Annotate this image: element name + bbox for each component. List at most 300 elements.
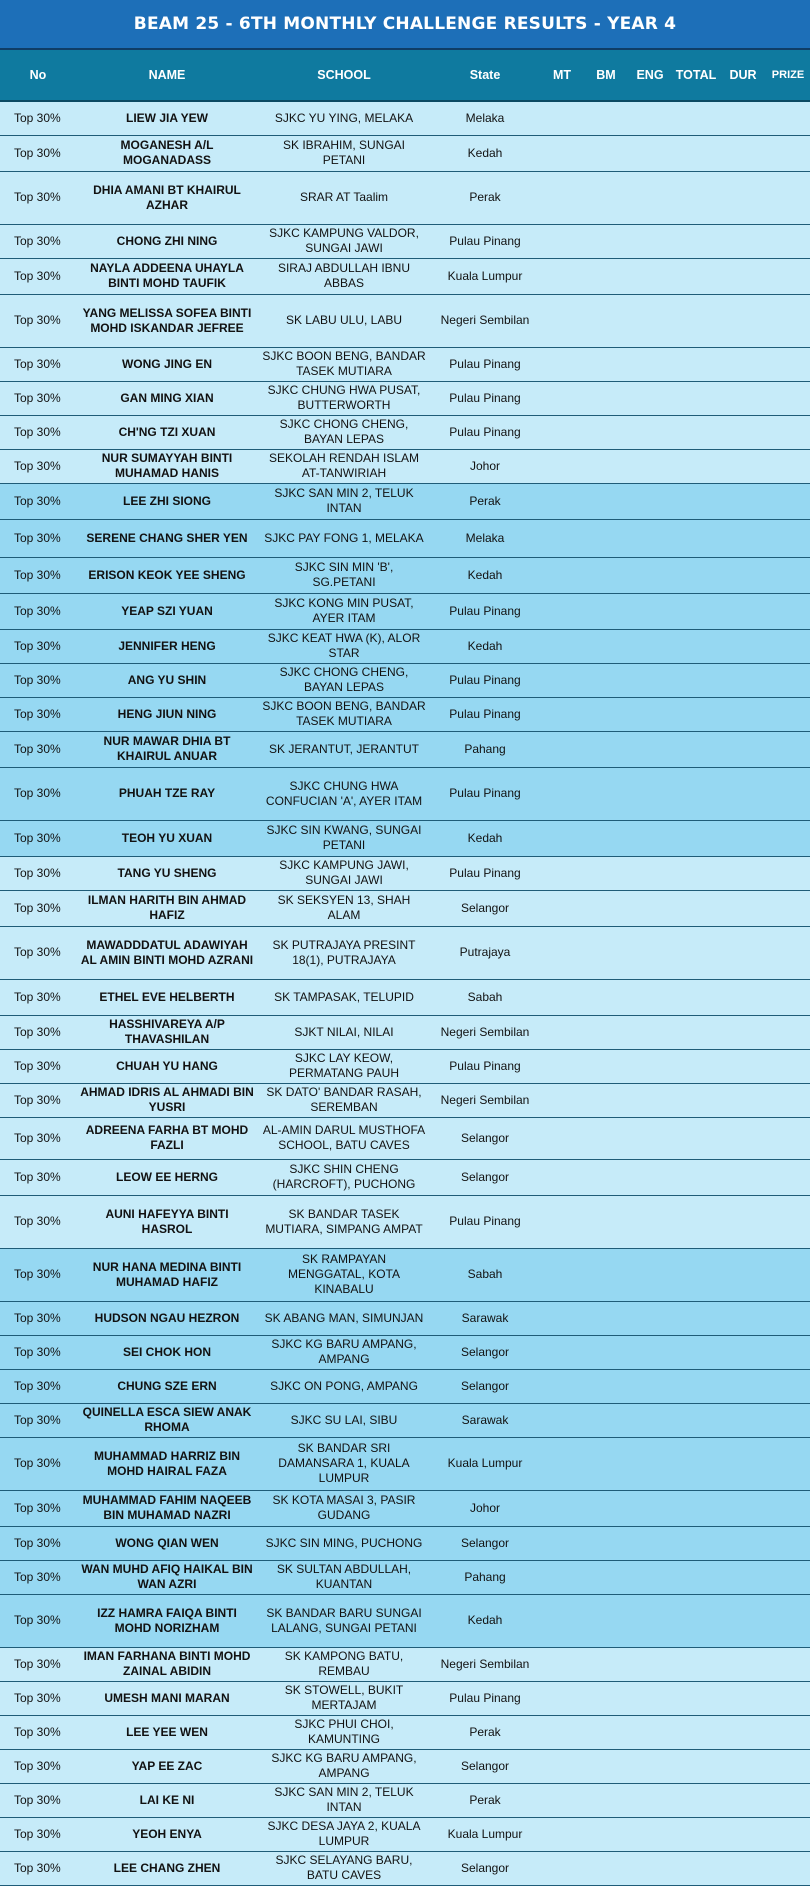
row-dur xyxy=(720,1490,766,1526)
row-eng xyxy=(628,629,672,663)
row-rank: Top 30% xyxy=(0,1526,76,1560)
row-rank: Top 30% xyxy=(0,820,76,856)
table-row xyxy=(0,890,810,926)
table-row xyxy=(0,381,810,415)
row-total xyxy=(672,1195,720,1248)
row-eng xyxy=(628,1560,672,1594)
row-mt xyxy=(540,483,584,519)
row-school: SJKC SELAYANG BARU, BATU CAVES xyxy=(258,1851,430,1885)
row-dur xyxy=(720,294,766,347)
row-bm xyxy=(584,347,628,381)
row-mt xyxy=(540,890,584,926)
row-eng xyxy=(628,1783,672,1817)
row-school: SJKC KONG MIN PUSAT, AYER ITAM xyxy=(258,593,430,629)
row-bm xyxy=(584,1749,628,1783)
row-name: UMESH MANI MARAN xyxy=(76,1681,258,1715)
row-prize xyxy=(766,294,810,347)
table-row xyxy=(0,1015,810,1049)
row-rank: Top 30% xyxy=(0,1369,76,1403)
row-total xyxy=(672,1049,720,1083)
row-total xyxy=(672,1490,720,1526)
row-state: Pulau Pinang xyxy=(430,767,540,820)
row-total xyxy=(672,557,720,593)
row-name: ADREENA FARHA BT MOHD FAZLI xyxy=(76,1117,258,1159)
row-name: NUR HANA MEDINA BINTI MUHAMAD HAFIZ xyxy=(76,1248,258,1301)
row-prize xyxy=(766,926,810,979)
row-dur xyxy=(720,926,766,979)
row-mt xyxy=(540,1715,584,1749)
row-state: Kedah xyxy=(430,629,540,663)
row-eng xyxy=(628,1749,672,1783)
row-total xyxy=(672,258,720,294)
row-total xyxy=(672,1159,720,1195)
row-dur xyxy=(720,1117,766,1159)
row-mt xyxy=(540,519,584,557)
row-rank: Top 30% xyxy=(0,224,76,258)
row-eng xyxy=(628,1049,672,1083)
row-eng xyxy=(628,1301,672,1335)
row-dur xyxy=(720,347,766,381)
row-school: SJKC SAN MIN 2, TELUK INTAN xyxy=(258,1783,430,1817)
row-rank: Top 30% xyxy=(0,1681,76,1715)
row-mt xyxy=(540,820,584,856)
row-eng xyxy=(628,449,672,483)
row-state: Perak xyxy=(430,1715,540,1749)
table-row xyxy=(0,1335,810,1369)
table-row xyxy=(0,1851,810,1885)
row-bm xyxy=(584,1049,628,1083)
row-name: CH'NG TZI XUAN xyxy=(76,415,258,449)
row-eng xyxy=(628,926,672,979)
table-row xyxy=(0,1159,810,1195)
row-name: JENNIFER HENG xyxy=(76,629,258,663)
row-total xyxy=(672,1301,720,1335)
row-dur xyxy=(720,1594,766,1647)
row-prize xyxy=(766,856,810,890)
row-school: SIRAJ ABDULLAH IBNU ABBAS xyxy=(258,258,430,294)
row-rank: Top 30% xyxy=(0,1015,76,1049)
row-total xyxy=(672,224,720,258)
table-row xyxy=(0,1681,810,1715)
row-school: SJKC SHIN CHENG (HARCROFT), PUCHONG xyxy=(258,1159,430,1195)
row-school: SJKC SIN MIN 'B', SG.PETANI xyxy=(258,557,430,593)
row-school: SJKC SAN MIN 2, TELUK INTAN xyxy=(258,483,430,519)
row-prize xyxy=(766,224,810,258)
row-dur xyxy=(720,135,766,171)
row-prize xyxy=(766,767,810,820)
row-prize xyxy=(766,171,810,224)
row-bm xyxy=(584,1403,628,1437)
row-bm xyxy=(584,1248,628,1301)
column-header-dur: DUR xyxy=(720,50,766,101)
table-row xyxy=(0,1490,810,1526)
column-header-state: State xyxy=(430,50,540,101)
row-bm xyxy=(584,557,628,593)
row-state: Kuala Lumpur xyxy=(430,1817,540,1851)
row-prize xyxy=(766,1437,810,1490)
row-school: SK SULTAN ABDULLAH, KUANTAN xyxy=(258,1560,430,1594)
row-name: MAWADDDATUL ADAWIYAH AL AMIN BINTI MOHD AZRANI xyxy=(76,926,258,979)
row-mt xyxy=(540,557,584,593)
row-school: SK JERANTUT, JERANTUT xyxy=(258,731,430,767)
row-bm xyxy=(584,1817,628,1851)
row-prize xyxy=(766,1851,810,1885)
row-prize xyxy=(766,663,810,697)
row-mt xyxy=(540,1015,584,1049)
row-mt xyxy=(540,1159,584,1195)
row-prize xyxy=(766,1594,810,1647)
row-total xyxy=(672,1715,720,1749)
row-state: Kedah xyxy=(430,557,540,593)
row-name: TANG YU SHENG xyxy=(76,856,258,890)
row-name: YAP EE ZAC xyxy=(76,1749,258,1783)
row-name: SERENE CHANG SHER YEN xyxy=(76,519,258,557)
table-row xyxy=(0,629,810,663)
row-dur xyxy=(720,1437,766,1490)
row-total xyxy=(672,820,720,856)
row-bm xyxy=(584,1783,628,1817)
table-row xyxy=(0,294,810,347)
row-eng xyxy=(628,890,672,926)
row-state: Pahang xyxy=(430,731,540,767)
table-row xyxy=(0,449,810,483)
row-bm xyxy=(584,1015,628,1049)
table-row xyxy=(0,557,810,593)
table-body xyxy=(0,101,810,1885)
row-total xyxy=(672,415,720,449)
row-total xyxy=(672,171,720,224)
row-prize xyxy=(766,731,810,767)
row-dur xyxy=(720,731,766,767)
row-eng xyxy=(628,1369,672,1403)
row-bm xyxy=(584,1159,628,1195)
row-prize xyxy=(766,1715,810,1749)
row-prize xyxy=(766,1159,810,1195)
row-rank: Top 30% xyxy=(0,519,76,557)
table-row xyxy=(0,1301,810,1335)
row-total xyxy=(672,1783,720,1817)
column-header-prize: PRIZE xyxy=(766,50,810,101)
row-bm xyxy=(584,1647,628,1681)
row-bm xyxy=(584,171,628,224)
row-bm xyxy=(584,890,628,926)
row-eng xyxy=(628,1403,672,1437)
row-school: SK BANDAR SRI DAMANSARA 1, KUALA LUMPUR xyxy=(258,1437,430,1490)
row-eng xyxy=(628,224,672,258)
table-row xyxy=(0,1749,810,1783)
row-rank: Top 30% xyxy=(0,483,76,519)
table-row xyxy=(0,1195,810,1248)
row-total xyxy=(672,101,720,135)
row-state: Johor xyxy=(430,1490,540,1526)
table-row xyxy=(0,663,810,697)
row-school: SK LABU ULU, LABU xyxy=(258,294,430,347)
row-state: Kuala Lumpur xyxy=(430,258,540,294)
table-row xyxy=(0,731,810,767)
row-name: YEAP SZI YUAN xyxy=(76,593,258,629)
row-state: Selangor xyxy=(430,1369,540,1403)
row-name: ERISON KEOK YEE SHENG xyxy=(76,557,258,593)
row-eng xyxy=(628,294,672,347)
row-state: Perak xyxy=(430,483,540,519)
table-row xyxy=(0,1437,810,1490)
row-prize xyxy=(766,1117,810,1159)
row-state: Negeri Sembilan xyxy=(430,1015,540,1049)
row-rank: Top 30% xyxy=(0,926,76,979)
table-row xyxy=(0,347,810,381)
row-state: Kedah xyxy=(430,820,540,856)
row-state: Pulau Pinang xyxy=(430,415,540,449)
row-dur xyxy=(720,1403,766,1437)
row-total xyxy=(672,1403,720,1437)
row-rank: Top 30% xyxy=(0,856,76,890)
row-eng xyxy=(628,1015,672,1049)
row-eng xyxy=(628,557,672,593)
table-row xyxy=(0,1083,810,1117)
row-dur xyxy=(720,1681,766,1715)
row-dur xyxy=(720,1015,766,1049)
row-state: Pulau Pinang xyxy=(430,1049,540,1083)
row-eng xyxy=(628,979,672,1015)
table-row xyxy=(0,135,810,171)
row-name: CHONG ZHI NING xyxy=(76,224,258,258)
row-eng xyxy=(628,663,672,697)
row-name: AHMAD IDRIS AL AHMADI BIN YUSRI xyxy=(76,1083,258,1117)
row-prize xyxy=(766,629,810,663)
row-dur xyxy=(720,1560,766,1594)
row-total xyxy=(672,1083,720,1117)
row-school: SJKC BOON BENG, BANDAR TASEK MUTIARA xyxy=(258,347,430,381)
row-total xyxy=(672,1526,720,1560)
row-bm xyxy=(584,449,628,483)
row-eng xyxy=(628,593,672,629)
row-dur xyxy=(720,483,766,519)
row-name: WONG QIAN WEN xyxy=(76,1526,258,1560)
row-name: LEE YEE WEN xyxy=(76,1715,258,1749)
row-rank: Top 30% xyxy=(0,629,76,663)
row-eng xyxy=(628,171,672,224)
row-eng xyxy=(628,1248,672,1301)
row-rank: Top 30% xyxy=(0,1335,76,1369)
row-rank: Top 30% xyxy=(0,1117,76,1159)
row-dur xyxy=(720,1647,766,1681)
row-school: SJKC CHONG CHENG, BAYAN LEPAS xyxy=(258,663,430,697)
row-state: Negeri Sembilan xyxy=(430,294,540,347)
row-total xyxy=(672,663,720,697)
row-rank: Top 30% xyxy=(0,697,76,731)
row-state: Pulau Pinang xyxy=(430,347,540,381)
row-bm xyxy=(584,1437,628,1490)
column-header-no: No xyxy=(0,50,76,101)
row-bm xyxy=(584,697,628,731)
row-state: Perak xyxy=(430,1783,540,1817)
table-row xyxy=(0,1783,810,1817)
row-bm xyxy=(584,519,628,557)
row-state: Pulau Pinang xyxy=(430,1681,540,1715)
row-eng xyxy=(628,1817,672,1851)
row-dur xyxy=(720,1335,766,1369)
row-rank: Top 30% xyxy=(0,171,76,224)
row-prize xyxy=(766,1049,810,1083)
row-bm xyxy=(584,294,628,347)
row-state: Melaka xyxy=(430,101,540,135)
row-school: SJKC KAMPUNG VALDOR, SUNGAI JAWI xyxy=(258,224,430,258)
row-state: Kedah xyxy=(430,1594,540,1647)
row-school: SK STOWELL, BUKIT MERTAJAM xyxy=(258,1681,430,1715)
table-row xyxy=(0,1403,810,1437)
row-bm xyxy=(584,258,628,294)
row-bm xyxy=(584,629,628,663)
table-row xyxy=(0,519,810,557)
row-state: Perak xyxy=(430,171,540,224)
row-rank: Top 30% xyxy=(0,135,76,171)
row-rank: Top 30% xyxy=(0,1301,76,1335)
row-dur xyxy=(720,767,766,820)
row-eng xyxy=(628,519,672,557)
row-eng xyxy=(628,1335,672,1369)
row-total xyxy=(672,1681,720,1715)
row-state: Pulau Pinang xyxy=(430,856,540,890)
row-dur xyxy=(720,1248,766,1301)
row-bm xyxy=(584,663,628,697)
row-rank: Top 30% xyxy=(0,663,76,697)
row-school: SK RAMPAYAN MENGGATAL, KOTA KINABALU xyxy=(258,1248,430,1301)
table-row xyxy=(0,483,810,519)
row-prize xyxy=(766,381,810,415)
row-bm xyxy=(584,926,628,979)
row-prize xyxy=(766,449,810,483)
row-name: AUNI HAFEYYA BINTI HASROL xyxy=(76,1195,258,1248)
row-school: SJKC DESA JAYA 2, KUALA LUMPUR xyxy=(258,1817,430,1851)
row-rank: Top 30% xyxy=(0,890,76,926)
row-dur xyxy=(720,224,766,258)
row-dur xyxy=(720,1749,766,1783)
row-name: NUR MAWAR DHIA BT KHAIRUL ANUAR xyxy=(76,731,258,767)
row-dur xyxy=(720,1083,766,1117)
row-prize xyxy=(766,1248,810,1301)
row-total xyxy=(672,1594,720,1647)
row-school: SJKC BOON BENG, BANDAR TASEK MUTIARA xyxy=(258,697,430,731)
row-rank: Top 30% xyxy=(0,1783,76,1817)
row-eng xyxy=(628,1647,672,1681)
table-row xyxy=(0,1817,810,1851)
row-rank: Top 30% xyxy=(0,1437,76,1490)
row-eng xyxy=(628,820,672,856)
row-prize xyxy=(766,1526,810,1560)
row-total xyxy=(672,135,720,171)
row-school: SJKC SIN KWANG, SUNGAI PETANI xyxy=(258,820,430,856)
row-rank: Top 30% xyxy=(0,1594,76,1647)
row-name: LEOW EE HERNG xyxy=(76,1159,258,1195)
table-row xyxy=(0,1117,810,1159)
row-name: HENG JIUN NING xyxy=(76,697,258,731)
table-row xyxy=(0,1715,810,1749)
row-prize xyxy=(766,557,810,593)
row-bm xyxy=(584,731,628,767)
row-state: Sabah xyxy=(430,979,540,1015)
row-eng xyxy=(628,1117,672,1159)
row-rank: Top 30% xyxy=(0,1715,76,1749)
column-header-eng: ENG xyxy=(628,50,672,101)
row-school: SJKC ON PONG, AMPANG xyxy=(258,1369,430,1403)
row-school: SJKC PHUI CHOI, KAMUNTING xyxy=(258,1715,430,1749)
row-mt xyxy=(540,224,584,258)
row-state: Pulau Pinang xyxy=(430,663,540,697)
row-total xyxy=(672,767,720,820)
row-bm xyxy=(584,1195,628,1248)
row-dur xyxy=(720,820,766,856)
row-prize xyxy=(766,101,810,135)
row-eng xyxy=(628,101,672,135)
row-mt xyxy=(540,731,584,767)
row-total xyxy=(672,890,720,926)
row-school: SK ABANG MAN, SIMUNJAN xyxy=(258,1301,430,1335)
row-bm xyxy=(584,1335,628,1369)
row-mt xyxy=(540,1248,584,1301)
table-row xyxy=(0,1647,810,1681)
row-name: GAN MING XIAN xyxy=(76,381,258,415)
row-prize xyxy=(766,1015,810,1049)
row-dur xyxy=(720,1715,766,1749)
row-prize xyxy=(766,1195,810,1248)
row-eng xyxy=(628,1681,672,1715)
row-dur xyxy=(720,258,766,294)
row-mt xyxy=(540,1817,584,1851)
row-state: Pulau Pinang xyxy=(430,1195,540,1248)
row-prize xyxy=(766,1335,810,1369)
row-state: Melaka xyxy=(430,519,540,557)
row-name: LAI KE NI xyxy=(76,1783,258,1817)
row-rank: Top 30% xyxy=(0,1560,76,1594)
row-prize xyxy=(766,258,810,294)
row-school: SK DATO' BANDAR RASAH, SEREMBAN xyxy=(258,1083,430,1117)
row-eng xyxy=(628,1437,672,1490)
row-total xyxy=(672,1117,720,1159)
row-state: Pahang xyxy=(430,1560,540,1594)
row-eng xyxy=(628,1083,672,1117)
row-mt xyxy=(540,347,584,381)
row-dur xyxy=(720,1159,766,1195)
row-school: SK IBRAHIM, SUNGAI PETANI xyxy=(258,135,430,171)
row-state: Negeri Sembilan xyxy=(430,1647,540,1681)
row-school: SJKC KG BARU AMPANG, AMPANG xyxy=(258,1335,430,1369)
row-name: MUHAMMAD FAHIM NAQEEB BIN MUHAMAD NAZRI xyxy=(76,1490,258,1526)
row-school: SJKC KG BARU AMPANG, AMPANG xyxy=(258,1749,430,1783)
row-state: Selangor xyxy=(430,1526,540,1560)
row-mt xyxy=(540,593,584,629)
row-rank: Top 30% xyxy=(0,1749,76,1783)
row-name: WAN MUHD AFIQ HAIKAL BIN WAN AZRI xyxy=(76,1560,258,1594)
table-row xyxy=(0,593,810,629)
row-dur xyxy=(720,1851,766,1885)
column-header-total: TOTAL xyxy=(672,50,720,101)
row-mt xyxy=(540,1560,584,1594)
row-bm xyxy=(584,381,628,415)
table-row xyxy=(0,224,810,258)
row-bm xyxy=(584,1851,628,1885)
row-school: SJKC YU YING, MELAKA xyxy=(258,101,430,135)
row-name: NUR SUMAYYAH BINTI MUHAMAD HANIS xyxy=(76,449,258,483)
row-bm xyxy=(584,1715,628,1749)
row-rank: Top 30% xyxy=(0,767,76,820)
row-school: SK TAMPASAK, TELUPID xyxy=(258,979,430,1015)
row-school: SJKC CHONG CHENG, BAYAN LEPAS xyxy=(258,415,430,449)
row-name: HUDSON NGAU HEZRON xyxy=(76,1301,258,1335)
row-state: Pulau Pinang xyxy=(430,381,540,415)
row-school: SJKT NILAI, NILAI xyxy=(258,1015,430,1049)
row-dur xyxy=(720,629,766,663)
row-dur xyxy=(720,1526,766,1560)
